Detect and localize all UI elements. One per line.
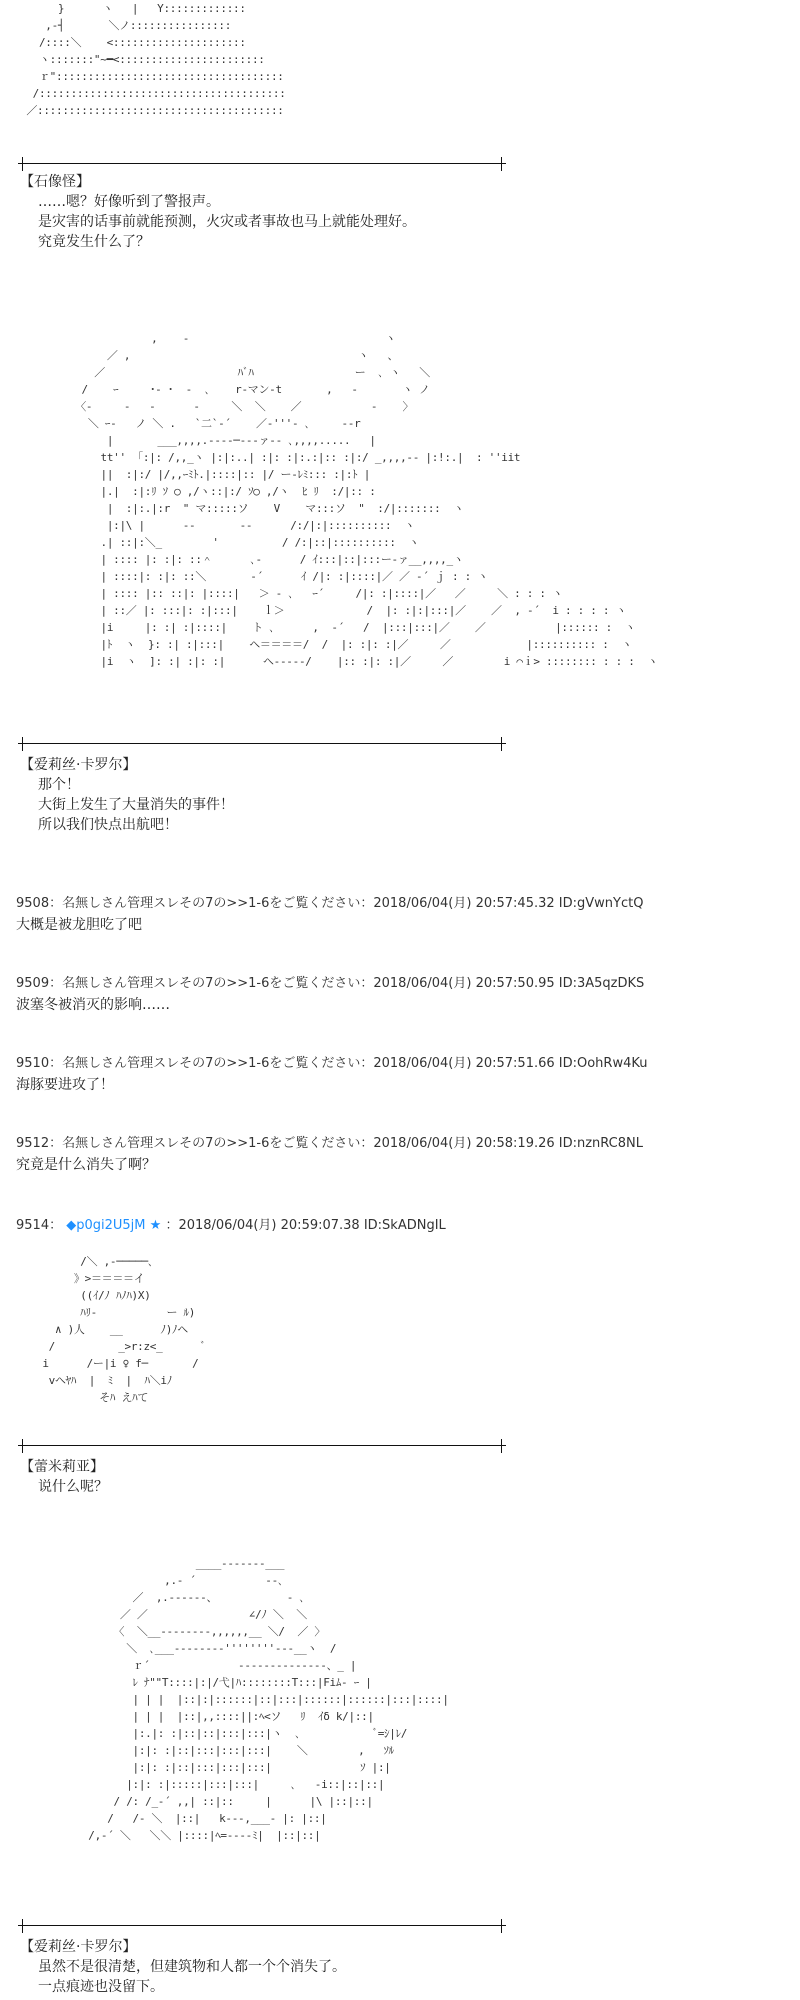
- post-body-9509: 波塞冬被消灭的影响……: [16, 997, 170, 1013]
- dialogue-line: 大街上发生了大量消失的事件！: [38, 797, 234, 813]
- ascii-art-remilia: /＼ ,-─────､ 》>＝＝＝＝イ ((ｲ/ﾉ ﾊﾉﾊ)X) ﾊﾘ‐ ー ﾙ) ∧ )人 __ ﾉ)ﾉヘ / _>r:z<_ ﾞ i /ー|i ♀ f─ / vヘﾔﾊ | ﾐ | ﾊ＼iﾉ そﾊ えﾊて: [42, 1255, 206, 1404]
- dialogue-line: 那个！: [38, 777, 80, 793]
- divider-rule: [18, 1445, 506, 1446]
- post-header-9514: [16, 1217, 446, 1235]
- post-header-9509: 9509：名無しさん管理スレその7の>>1-6をご覧ください：2018/06/04(月) 20:57:50.95 ID:3A5qzDKS: [16, 976, 645, 991]
- post-body-9508: 大概是被龙胆吃了吧: [16, 917, 142, 933]
- post-header-9512: 9512：名無しさん管理スレその7の>>1-6をご覧ください：2018/06/04(月) 20:58:19.26 ID:nznRC8NL: [16, 1136, 643, 1151]
- dialogue-line: 一点痕迹也没留下。: [38, 1979, 164, 1995]
- divider-rule: [18, 1925, 506, 1926]
- post-number: 9514：: [16, 1218, 63, 1233]
- dialogue-line: 是灾害的话事前就能预测，火灾或者事故也马上就能处理好。: [38, 214, 416, 230]
- post-body-9512: 究竟是什么消失了啊？: [16, 1157, 156, 1173]
- dialogue-line: 说什么呢？: [38, 1479, 108, 1495]
- post-header-9510: 9510：名無しさん管理スレその7の>>1-6をご覧ください：2018/06/04(月) 20:57:51.66 ID:OohRw4Ku: [16, 1056, 648, 1071]
- post-meta: ：2018/06/04(月) 20:59:07.38 ID:SkADNgIL: [165, 1218, 446, 1233]
- speaker-name: 【蕾米莉亚】: [20, 1459, 104, 1475]
- divider-rule: [18, 163, 506, 164]
- dialogue-line: 虽然不是很清楚，但建筑物和人都一个个消失了。: [38, 1959, 346, 1975]
- speaker-name: 【石像怪】: [20, 174, 90, 190]
- speaker-name: 【爱莉丝·卡罗尔】: [20, 1939, 137, 1955]
- ascii-art-alice-2: ____‐‐‐‐‐‐‐___ ,.‐ ´ ‐-､ ／ ,.‐‐‐‐‐-、 ‐ ､ ／ ／ ∠/ﾉ ＼ ＼ 〈 ＼__‐‐‐‐‐‐‐‐,,,,,,__ ＼/ ／ 〉 ＼ ､___‐‐‐‐‐‐‐‐''''''''‐‐‐__ヽ / ｒ´ ‐‐‐‐‐‐‐‐‐‐‐‐‐‐、_ | ﾚ ﾅ""T::::|:|/弋|ﾊ::::::::T:::|Fiﾑ- ｰ | | | | |::|:|::::::|::|:::|::::::|::::::|:::|::::| | | | |::|,,::::||:ﾍ<ソ ﾘ ｲδ k/|::| |:.|: :|::|::|:::|:::|ヽ ､ ﾞ=ｼ|ﾚ/ |:|: :|::|:::|:::|:::| ＼ , ｿﾙ |:|: :|::|:::|:::|:::| ｿ |:| |:|: :|:::::|:::|:::| ､ -i::|::|::| / /: /_-´ ,,| ::|:: | |\ |::|::| / /‐ ＼ |::| k‐‐‐,___‐ |: |::| /,-´ ＼ ＼＼ |::::|ﾍ=‐‐‐‐ﾐ| |::|::|: [88, 1557, 449, 1842]
- speaker-name: 【爱莉丝·卡罗尔】: [20, 757, 137, 773]
- ascii-art-alice: , ‐ ヽ ／ , ヽ 、 ／ ﾊﾞﾊ ー ､ ヽ ＼ / ｰ ･‐ ･ - ､ r‐マン‐t , ‐ ヽ ノ 〈‐ ‐ ‐ ‐ ＼ ＼ ／ ‐ 〉 ＼ ｰ‐ ノ ＼ . `二`‐´ ／‐'''‐ ､ ‐‐r | ___,,,,.----─--‐ァ-- ､,,,,..... | tt'' 「:|: /,,_ヽ |:|:..| :|: :|:.:|:: :|:/ _,,,,-‐ |:!:.| : ''iit || :|:/ |/,,ｰﾐﾄ.|::::|:: |/ ー-ﾚﾐ::: :|:ﾄ | |.| :|:ﾘ ｿ ○ ,/ヽ::|:/ ｿ○ ,/ヽ ﾋ ﾘ :/|:: : | :|:.|:r " マ:::::ソ V マ:::ソ " :/|::::::: ヽ |:|\ | ‐‐ ‐‐ /:/|:|:::::::::: ヽ .| ::|:＼_ ' / /:|::|:::::::::: ヽ | :::: |: :|: ::＾ ､‐ / ｲ:::|::|:::ー‐ァ__,,,,_ヽ | ::::|: :|: ::＼ ‐´ ｲ /|: :|::::|／ ／ ‐´ ｊ : : ヽ | :::: |:: ::|: |::::| ＞ ‐ ､ ｰ´ /|: :|::::|／ ／ ＼ : : : ヽ | ::／ |: :::|: :|:::| ｌ＞ / |: :|:|:::|／ ／ , ‐´ i : : : : ヽ |i |: :| :|::::| ト ､ , ‐´ / |:::|:::|／ ／ |:::::: : ヽ |ﾄ ヽ }: :| :|:::| ヘ＝＝＝＝/ / |: :|: :|／ ／ |:::::::::: : ヽ |i ヽ ]: :| :|: :| ヘ-‐‐‐‐/ |:: :|: :|／ ／ i ⌒ｉ> :::::::: : : : ヽ: [75, 332, 658, 668]
- dialogue-line: 所以我们快点出航吧！: [38, 817, 178, 833]
- post-body-9510: 海豚要进攻了！: [16, 1077, 114, 1093]
- divider-rule: [18, 743, 506, 744]
- ascii-art-gargoyle: } ヽ | Y::::::::::::: ,-┤ ＼ノ:::::::::::::::: /::::＼ <::::::::::::::::::::: ヽ:::::::"~━<::::::::::::::::::::::: ｒ":::::::::::::::::::::::::::::::::::: /::::::::::::::::::::::::::::::::::::::: ／:::::::::::::::::::::::::::::::::::::::: [26, 2, 286, 117]
- post-header-9508: 9508：名無しさん管理スレその7の>>1-6をご覧ください：2018/06/04(月) 20:57:45.32 ID:gVwnYctQ: [16, 896, 644, 911]
- author-trip-link[interactable]: ◆p0gi2U5jM ★: [66, 1218, 162, 1233]
- dialogue-line: ……嗯？好像听到了警报声。: [38, 194, 220, 210]
- dialogue-line: 究竟发生什么了？: [38, 234, 150, 250]
